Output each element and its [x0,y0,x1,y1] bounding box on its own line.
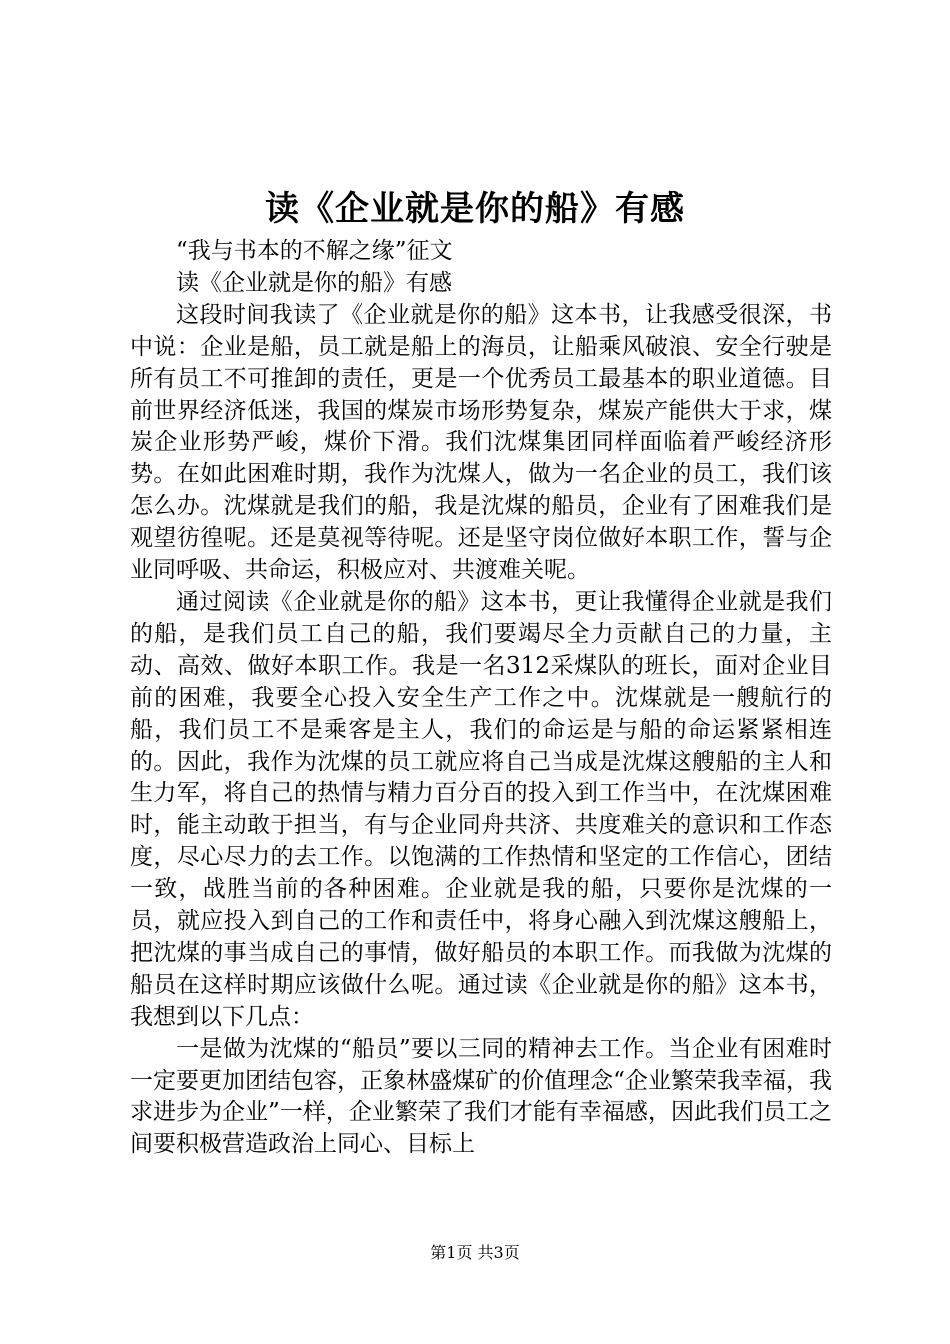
document-title: 读《企业就是你的船》有感 [265,189,685,229]
paragraph-intro: 这段时间我读了《企业就是你的船》这本书，让我感受很深，书中说：企业是船，员工就是船上的海员，让船乘风破浪、安全行驶是所有员工不可推卸的责任，更是一个优秀员工最基本的职业道德。目前世界经济低迷，我国的煤炭市场形势复杂，煤炭产能供大于求，煤炭企业形势严峻，煤价下滑。我们沈煤集团同样面临着严峻经济形势。在如此困难时期，我作为沈煤人，做为一名企业的员工，我们该怎么办。沈煤就是我们的船，我是沈煤的船员，企业有了困难我们是观望彷徨呢。还是莫视等待呢。还是坚守岗位做好本职工作，誓与企业同呼吸、共命运，积极应对、共渡难关呢。 [130,301,832,584]
page-footer: 第1页 共3页 [430,1243,520,1262]
document-body [130,236,832,1161]
paragraph-point-one: 一是做为沈煤的“船员”要以三同的精神去工作。当企业有困难时一定要更加团结包容，正象林盛煤矿的价值理念“企业繁荣我幸福，我求进步为企业”一样，企业繁荣了我们才能有幸福感，因此我们员工之间要积极营造政治上同心、目标上 [130,1035,832,1158]
paragraph-subtitle: 读《企业就是你的船》有感 [176,269,452,296]
paragraph-essay-label: “我与书本的不解之缘”征文 [176,238,453,264]
paragraph-reflection: 通过阅读《企业就是你的船》这本书，更让我懂得企业就是我们的船，是我们员工自己的船，我们要竭尽全力贡献自己的力量，主动、高效、做好本职工作。我是一名312采煤队的班长，面对企业目前的困难，我要全心投入安全生产工作之中。沈煤就是一艘航行的船，我们员工不是乘客是主人，我们的命运是与船的命运紧紧相连的。因此，我作为沈煤的员工就应将自己当成是沈煤这艘船的主人和生力军，将自己的热情与精力百分百的投入到工作当中，在沈煤困难时，能主动敢于担当，有与企业同舟共济、共度难关的意识和工作态度，尽心尽力的去工作。以饱满的工作热情和坚定的工作信心，团结一致，战胜当前的各种困难。企业就是我的船，只要你是沈煤的一员，就应投入到自己的工作和责任中，将身心融入到沈煤这艘船上，把沈煤的事当成自己的事情，做好船员的本职工作。而我做为沈煤的船员在这样时期应该做什么呢。通过读《企业就是你的船》这本书，我想到以下几点： [130,588,832,1030]
